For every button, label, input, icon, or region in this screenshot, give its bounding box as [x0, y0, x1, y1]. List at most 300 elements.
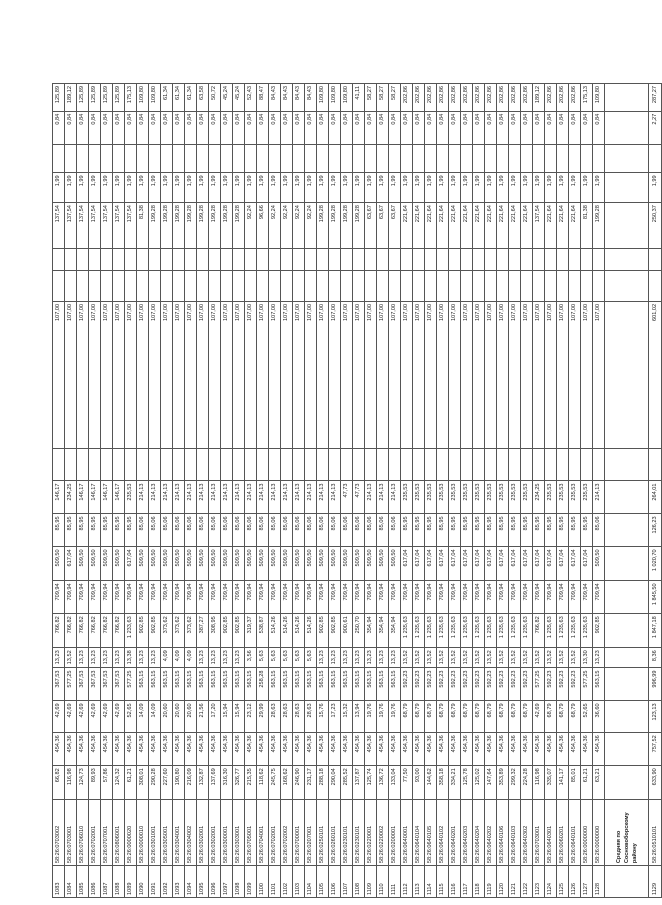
table-cell [413, 271, 425, 302]
table-cell: 454,36 [281, 733, 293, 766]
table-cell: 1,99 [569, 173, 581, 203]
table-cell: 234,25 [65, 481, 77, 514]
table-cell: 107,00 [317, 301, 329, 448]
table-cell: 709,94 [65, 581, 77, 614]
table-cell: 63,67 [389, 203, 401, 249]
table-cell: 454,36 [593, 733, 605, 766]
table-cell: 107,00 [581, 301, 593, 448]
table-cell: 285,52 [341, 766, 353, 800]
table-cell [605, 481, 649, 514]
table-cell: 68,79 [521, 701, 533, 733]
table-cell: 107,00 [65, 301, 77, 448]
table-cell: 221,64 [497, 203, 509, 249]
table-cell [437, 448, 449, 481]
table-cell: 58:26:0260101 [329, 800, 341, 866]
table-cell: 221,64 [437, 203, 449, 249]
table-cell: 509,50 [161, 547, 173, 581]
table-cell: 13,94 [353, 701, 365, 733]
table-cell: 617,04 [401, 547, 413, 581]
table-cell: 1,99 [593, 173, 605, 203]
table-cell [185, 144, 197, 173]
table-cell: 168,62 [281, 766, 293, 800]
table-cell: 1098 [233, 866, 245, 898]
table-row [161, 84, 173, 898]
table-cell: 563,15 [593, 668, 605, 701]
table-cell: 617,04 [557, 547, 569, 581]
table-cell: 15,32 [341, 701, 353, 733]
table-cell: 126,23 [649, 514, 662, 547]
table-cell [89, 144, 101, 173]
table-cell: 68,79 [557, 701, 569, 733]
table-cell: 709,94 [593, 581, 605, 614]
table-cell: 199,28 [353, 203, 365, 249]
table-cell: 13,52 [449, 648, 461, 668]
table-cell: 1126 [569, 866, 581, 898]
table-cell: 258,28 [257, 668, 269, 701]
table-cell: 107,00 [221, 301, 233, 448]
table-cell: 221,64 [473, 203, 485, 249]
table-cell: 58:26:0060201 [557, 800, 569, 866]
table-cell: 1085 [77, 866, 89, 898]
table-cell: 1112 [401, 866, 413, 898]
table-cell: 373,62 [161, 614, 173, 648]
data-table [52, 83, 662, 898]
table-cell: 85,06 [341, 514, 353, 547]
table-cell: 0,84 [521, 111, 533, 144]
table-cell: 509,50 [221, 547, 233, 581]
table-cell: 221,64 [545, 203, 557, 249]
table-row [269, 84, 281, 898]
table-cell: 58:26:0304001 [173, 800, 185, 866]
table-cell: 709,94 [53, 581, 65, 614]
table-cell [221, 248, 233, 270]
table-cell: 902,85 [593, 614, 605, 648]
table-cell: 118,62 [257, 766, 269, 800]
table-row [149, 84, 161, 898]
table-cell [485, 271, 497, 302]
table-cell: 107,00 [353, 301, 365, 448]
table-cell [605, 111, 649, 144]
table-cell: 509,50 [113, 547, 125, 581]
table-cell [593, 144, 605, 173]
table-cell: 1,99 [173, 173, 185, 203]
table-cell: 592,23 [557, 668, 569, 701]
table-cell: 85,06 [353, 514, 365, 547]
table-cell: 107,00 [101, 301, 113, 448]
table-cell: 617,04 [497, 547, 509, 581]
table-cell: 221,64 [485, 203, 497, 249]
table-cell: 85,06 [161, 514, 173, 547]
table-cell: 1,99 [317, 173, 329, 203]
table-cell [365, 144, 377, 173]
table-cell: 454,36 [425, 733, 437, 766]
table-cell: 107,00 [197, 301, 209, 448]
table-cell: 199,28 [185, 203, 197, 249]
table-cell: 137,69 [209, 766, 221, 800]
table-cell [425, 271, 437, 302]
table-cell [269, 448, 281, 481]
table-cell: 454,36 [569, 733, 581, 766]
table-cell: 1092 [161, 866, 173, 898]
table-cell: 509,50 [89, 547, 101, 581]
table-cell [149, 271, 161, 302]
table-cell: 1110 [377, 866, 389, 898]
table-cell: 0,84 [461, 111, 473, 144]
table-cell: 58:26:0220002 [377, 800, 389, 866]
table-cell: 454,36 [497, 733, 509, 766]
table-cell: 58:26:0510101 [649, 800, 662, 866]
table-cell: 202,86 [509, 84, 521, 112]
table-cell: 13,52 [509, 648, 521, 668]
table-cell: 235,53 [473, 481, 485, 514]
table-cell: 563,15 [341, 668, 353, 701]
table-cell [53, 448, 65, 481]
table-cell: 20,60 [173, 701, 185, 733]
table-cell: 1,99 [221, 173, 233, 203]
table-cell: 85,95 [101, 514, 113, 547]
table-cell: 454,36 [461, 733, 473, 766]
table-cell [281, 144, 293, 173]
table-cell [605, 173, 649, 203]
table-cell [281, 248, 293, 270]
table-cell: 216,09 [185, 766, 197, 800]
table-cell: 1,99 [473, 173, 485, 203]
table-cell [173, 144, 185, 173]
table-cell: 199,28 [593, 203, 605, 249]
table-cell: 125,78 [461, 766, 473, 800]
table-cell: 577,25 [581, 668, 593, 701]
table-cell: 454,36 [449, 733, 461, 766]
table-row [197, 84, 209, 898]
table-cell: 0,84 [329, 111, 341, 144]
table-cell: 1,99 [101, 173, 113, 203]
table-cell [77, 248, 89, 270]
table-cell: 0,84 [209, 111, 221, 144]
table-cell: 68,79 [497, 701, 509, 733]
table-cell: 235,53 [509, 481, 521, 514]
table-cell: 125,89 [89, 84, 101, 112]
table-cell: 84,43 [305, 84, 317, 112]
table-cell: 85,06 [185, 514, 197, 547]
table-cell: 709,94 [137, 581, 149, 614]
table-cell: 264,01 [649, 481, 662, 514]
table-cell: 107,00 [485, 301, 497, 448]
table-cell: 107,00 [305, 301, 317, 448]
table-cell [185, 448, 197, 481]
table-cell: 202,86 [413, 84, 425, 112]
table-cell: 709,94 [209, 581, 221, 614]
table-cell [545, 448, 557, 481]
table-cell: 454,36 [149, 733, 161, 766]
table-cell: 202,86 [485, 84, 497, 112]
table-row [221, 84, 233, 898]
table-cell [257, 144, 269, 173]
table-cell: 68,79 [485, 701, 497, 733]
table-cell: 85,95 [569, 514, 581, 547]
table-cell: 902,85 [329, 614, 341, 648]
table-cell: 13,52 [485, 648, 497, 668]
table-cell: 107,00 [341, 301, 353, 448]
table-cell: 214,13 [329, 481, 341, 514]
table-cell: 709,94 [569, 581, 581, 614]
table-cell [485, 448, 497, 481]
table-cell [293, 448, 305, 481]
table-cell [377, 144, 389, 173]
table-cell: 326,77 [233, 766, 245, 800]
table-cell: 5,63 [269, 648, 281, 668]
table-cell: 202,86 [437, 84, 449, 112]
table-cell: 144,62 [425, 766, 437, 800]
table-cell: 563,15 [137, 668, 149, 701]
table-cell [377, 271, 389, 302]
table-cell [581, 144, 593, 173]
table-cell [425, 448, 437, 481]
table-cell: 454,36 [245, 733, 257, 766]
table-cell: 709,94 [509, 581, 521, 614]
table-cell: 1127 [581, 866, 593, 898]
table-cell: 85,95 [521, 514, 533, 547]
table-cell [269, 248, 281, 270]
table-cell: 1,99 [293, 173, 305, 203]
table-cell: 13,52 [401, 648, 413, 668]
table-cell [473, 248, 485, 270]
table-cell: 84,43 [293, 84, 305, 112]
table-cell: 215,35 [245, 766, 257, 800]
table-cell [605, 733, 649, 766]
table-cell: 0,84 [293, 111, 305, 144]
table-cell: 92,24 [281, 203, 293, 249]
table-cell [125, 271, 137, 302]
table-cell: 107,00 [425, 301, 437, 448]
table-cell: 221,64 [521, 203, 533, 249]
table-cell: 454,36 [113, 733, 125, 766]
table-cell: 709,94 [533, 581, 545, 614]
table-cell: 85,95 [557, 514, 569, 547]
table-row [437, 84, 449, 898]
table-cell: 85,06 [281, 514, 293, 547]
table-cell [353, 248, 365, 270]
table-cell: 709,94 [233, 581, 245, 614]
table-cell: 63,67 [365, 203, 377, 249]
table-cell: 766,82 [113, 614, 125, 648]
table-cell [161, 248, 173, 270]
table-cell [545, 271, 557, 302]
table-cell: 1,99 [353, 173, 365, 203]
table-cell: 1102 [281, 866, 293, 898]
table-cell: 592,23 [401, 668, 413, 701]
table-cell: 202,86 [473, 84, 485, 112]
table-cell [341, 248, 353, 270]
table-cell: 709,94 [449, 581, 461, 614]
table-cell: 58,27 [377, 84, 389, 112]
table-cell: 235,53 [125, 481, 137, 514]
table-cell: 61,34 [185, 84, 197, 112]
table-cell: 13,23 [341, 648, 353, 668]
table-cell: 454,36 [221, 733, 233, 766]
table-cell: 28,63 [305, 701, 317, 733]
table-cell: 58:26:0640204 [473, 800, 485, 866]
table-cell: 1104 [305, 866, 317, 898]
table-cell: 107,00 [53, 301, 65, 448]
table-cell: 454,36 [365, 733, 377, 766]
table-cell: 36,60 [593, 701, 605, 733]
table-cell: 454,36 [197, 733, 209, 766]
table-cell: 85,06 [149, 514, 161, 547]
table-cell: 147,64 [485, 766, 497, 800]
table-cell [305, 248, 317, 270]
table-cell: 85,95 [461, 514, 473, 547]
table-cell: 709,94 [185, 581, 197, 614]
table-row [65, 84, 77, 898]
table-cell: 13,38 [125, 648, 137, 668]
table-row [281, 84, 293, 898]
table-cell: 214,13 [305, 481, 317, 514]
table-cell: 709,94 [329, 581, 341, 614]
table-cell [569, 248, 581, 270]
table-cell: 58:26:0703002 [53, 800, 65, 866]
table-cell [317, 144, 329, 173]
table-cell: 1,99 [509, 173, 521, 203]
table-cell [209, 271, 221, 302]
table-cell: 1129 [649, 866, 662, 898]
table-cell: 8,36 [649, 648, 662, 668]
table-cell: 124,32 [113, 766, 125, 800]
table-cell: 50,72 [209, 84, 221, 112]
table-cell: 4,09 [161, 648, 173, 668]
table-cell: 514,26 [305, 614, 317, 648]
table-cell: 709,94 [161, 581, 173, 614]
table-cell [65, 144, 77, 173]
table-cell: 13,52 [473, 648, 485, 668]
table-cell [137, 144, 149, 173]
table-cell: 85,95 [485, 514, 497, 547]
table-cell: 58:26:0703001 [65, 800, 77, 866]
table-cell: 19,76 [365, 701, 377, 733]
table-cell: 709,94 [521, 581, 533, 614]
table-cell: 709,94 [221, 581, 233, 614]
table-cell: 617,04 [581, 547, 593, 581]
table-cell: 354,94 [365, 614, 377, 648]
table-cell: 85,06 [317, 514, 329, 547]
table-cell: 13,23 [389, 648, 401, 668]
table-cell [317, 248, 329, 270]
table-cell: 85,06 [137, 514, 149, 547]
table-cell: 13,23 [233, 648, 245, 668]
table-cell [89, 248, 101, 270]
table-cell [245, 248, 257, 270]
table-cell: 93,00 [413, 766, 425, 800]
table-cell [125, 248, 137, 270]
table-cell [101, 448, 113, 481]
table-cell: 577,25 [125, 668, 137, 701]
table-cell: 1095 [197, 866, 209, 898]
table-cell [197, 144, 209, 173]
table-cell [185, 248, 197, 270]
table-cell: 85,95 [125, 514, 137, 547]
table-cell: 58:26:0703001 [533, 800, 545, 866]
table-cell: 709,94 [269, 581, 281, 614]
table-cell [569, 448, 581, 481]
table-cell: 214,13 [161, 481, 173, 514]
table-cell: 1,99 [557, 173, 569, 203]
table-cell: 617,04 [569, 547, 581, 581]
table-cell: 1 235,63 [497, 614, 509, 648]
table-cell: 563,15 [185, 668, 197, 701]
table-row [353, 84, 365, 898]
table-cell: 202,86 [401, 84, 413, 112]
table-cell: 214,13 [137, 481, 149, 514]
table-cell [293, 271, 305, 302]
table-cell [605, 648, 649, 668]
table-cell [101, 271, 113, 302]
table-cell: 1,99 [125, 173, 137, 203]
table-cell: 563,15 [293, 668, 305, 701]
table-cell [341, 271, 353, 302]
table-cell: 58:26:0304002 [185, 800, 197, 866]
table-row [293, 84, 305, 898]
table-cell: 592,23 [545, 668, 557, 701]
table-cell [497, 144, 509, 173]
table-cell: 1,99 [437, 173, 449, 203]
table-cell: 141,17 [557, 766, 569, 800]
table-cell: 199,28 [233, 203, 245, 249]
table-cell: 199,28 [209, 203, 221, 249]
table-cell: 0,84 [221, 111, 233, 144]
table-cell: 509,50 [53, 547, 65, 581]
table-cell: 58:26:0230101 [341, 800, 353, 866]
table-cell: 137,54 [77, 203, 89, 249]
table-cell: 1 235,63 [437, 614, 449, 648]
table-cell [257, 448, 269, 481]
table-cell [389, 448, 401, 481]
table-cell: 235,53 [449, 481, 461, 514]
table-cell: 13,30 [581, 648, 593, 668]
table-cell: 1,99 [413, 173, 425, 203]
table-cell [557, 248, 569, 270]
table-cell: 454,36 [305, 733, 317, 766]
table-cell: 61,34 [161, 84, 173, 112]
table-cell [497, 448, 509, 481]
table-cell: 5,63 [305, 648, 317, 668]
table-cell: 592,23 [437, 668, 449, 701]
table-cell: 58:26:0207001 [305, 800, 317, 866]
table-cell [449, 144, 461, 173]
table-cell: 1,99 [521, 173, 533, 203]
table-cell: 0,84 [497, 111, 509, 144]
table-cell: 221,64 [509, 203, 521, 249]
table-row [77, 84, 89, 898]
table-cell: 85,95 [65, 514, 77, 547]
table-cell: 1097 [221, 866, 233, 898]
table-cell: 52,43 [245, 84, 257, 112]
table-cell: 85,95 [509, 514, 521, 547]
table-row [377, 84, 389, 898]
table-cell [245, 271, 257, 302]
table-cell: 28,63 [293, 701, 305, 733]
table-row [233, 84, 245, 898]
table-cell: 1,99 [485, 173, 497, 203]
table-cell: 107,00 [89, 301, 101, 448]
table-cell: 0,84 [473, 111, 485, 144]
table-cell: 1,99 [113, 173, 125, 203]
table-cell [521, 448, 533, 481]
table-cell: 1,99 [389, 173, 401, 203]
table-cell [221, 448, 233, 481]
table-cell: 1117 [461, 866, 473, 898]
table-cell: 0,84 [125, 111, 137, 144]
table-cell: 84,43 [269, 84, 281, 112]
table-cell: 709,94 [353, 581, 365, 614]
